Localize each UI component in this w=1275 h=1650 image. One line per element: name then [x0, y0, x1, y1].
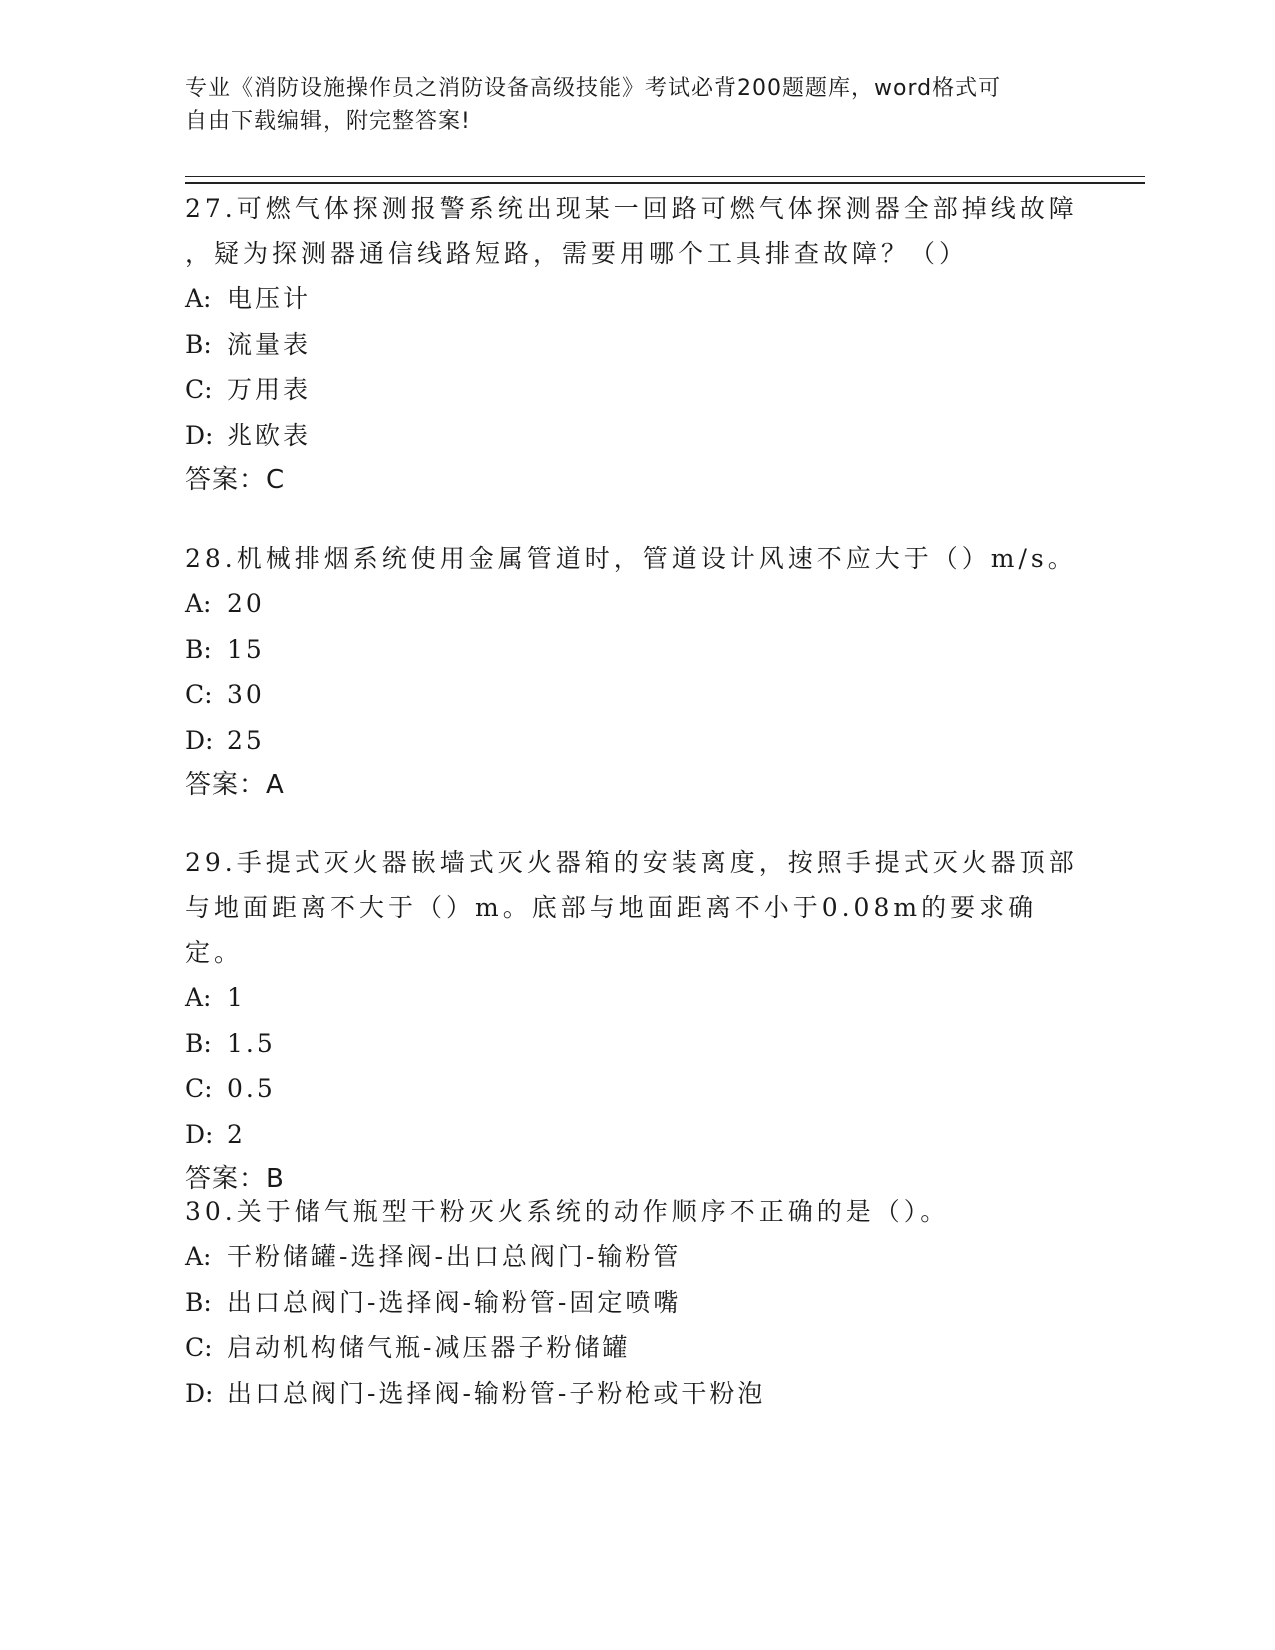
header-divider-thick — [185, 182, 1145, 184]
option-b — [185, 1280, 1085, 1326]
header-divider-thin — [185, 176, 1145, 177]
option-a — [185, 581, 1085, 627]
question-30 — [185, 1189, 1085, 1416]
option-b — [185, 627, 1085, 673]
option-letter: D: — [185, 420, 214, 450]
option-letter: A: — [185, 589, 212, 618]
option-b — [185, 1021, 1085, 1067]
option-letter: D: — [185, 725, 214, 755]
option-text: 25 — [227, 725, 265, 755]
option-text: 干粉储罐-选择阀-出口总阀门-输粉管 — [227, 1242, 682, 1271]
option-text: 万用表 — [227, 375, 312, 404]
option-text: 启动机构储气瓶-减压器子粉储罐 — [227, 1333, 631, 1362]
option-text: 2 — [227, 1119, 246, 1149]
option-text: 流量表 — [227, 329, 312, 359]
question-stem-line-1: 30.关于储气瓶型干粉灭火系统的动作顺序不正确的是（）。 — [185, 1197, 950, 1226]
option-c — [185, 1325, 1085, 1371]
option-letter: B: — [185, 1287, 212, 1317]
option-letter: D: — [185, 1378, 214, 1408]
option-a — [185, 975, 1085, 1021]
option-letter: A: — [185, 284, 212, 313]
option-text: 出口总阀门-选择阀-输粉管-固定喷嘴 — [227, 1287, 682, 1317]
option-text: 0.5 — [227, 1074, 276, 1103]
option-c — [185, 672, 1085, 718]
answer-line: 答案：B — [185, 1164, 285, 1194]
question-27 — [185, 186, 1085, 503]
option-d — [185, 718, 1085, 764]
option-a — [185, 276, 1085, 322]
header-line-2: 自由下载编辑，附完整答案! — [185, 109, 471, 134]
option-text: 1.5 — [227, 1028, 276, 1058]
option-d — [185, 1112, 1085, 1158]
option-c — [185, 1066, 1085, 1112]
answer-line: 答案：C — [185, 465, 286, 495]
option-letter: C: — [185, 1333, 213, 1362]
option-text: 出口总阀门-选择阀-输粉管-子粉枪或干粉泡 — [227, 1378, 766, 1408]
option-letter: A: — [185, 983, 212, 1012]
question-stem-line-2: 与地面距离不大于（）m。底部与地面距离不小于0.08m的要求确定。 — [185, 893, 1038, 967]
option-text: 30 — [227, 680, 265, 709]
option-letter: B: — [185, 634, 212, 664]
option-letter: A: — [185, 1242, 212, 1271]
option-text: 15 — [227, 634, 265, 664]
option-text: 1 — [227, 983, 246, 1012]
question-stem-line-1: 29.手提式灭火器嵌墙式灭火器箱的安装离度，按照手提式灭火器顶部 — [185, 848, 1078, 877]
option-letter: C: — [185, 1074, 213, 1103]
option-d — [185, 1371, 1085, 1417]
header-line-1: 专业《消防设施操作员之消防设备高级技能》考试必背200题题库，word格式可 — [185, 76, 1002, 101]
option-letter: B: — [185, 1028, 212, 1058]
option-b — [185, 322, 1085, 368]
option-letter: B: — [185, 329, 212, 359]
option-c — [185, 367, 1085, 413]
question-stem-line-1: 27.可燃气体探测报警系统出现某一回路可燃气体探测器全部掉线故障 — [185, 194, 1078, 223]
answer-line: 答案：A — [185, 770, 285, 800]
question-stem-line-2: ，疑为探测器通信线路短路，需要用哪个工具排查故障？（） — [185, 239, 969, 268]
option-text: 电压计 — [227, 284, 312, 313]
option-letter: D: — [185, 1119, 214, 1149]
option-letter: C: — [185, 680, 213, 709]
option-a — [185, 1234, 1085, 1280]
question-29 — [185, 840, 1085, 1202]
question-stem-line-1: 28.机械排烟系统使用金属管道时，管道设计风速不应大于（）m/s。 — [185, 544, 1077, 573]
option-d — [185, 413, 1085, 459]
option-text: 兆欧表 — [227, 420, 312, 450]
question-28 — [185, 536, 1085, 808]
document-header — [185, 72, 1065, 138]
option-letter: C: — [185, 375, 213, 404]
option-text: 20 — [227, 589, 265, 618]
